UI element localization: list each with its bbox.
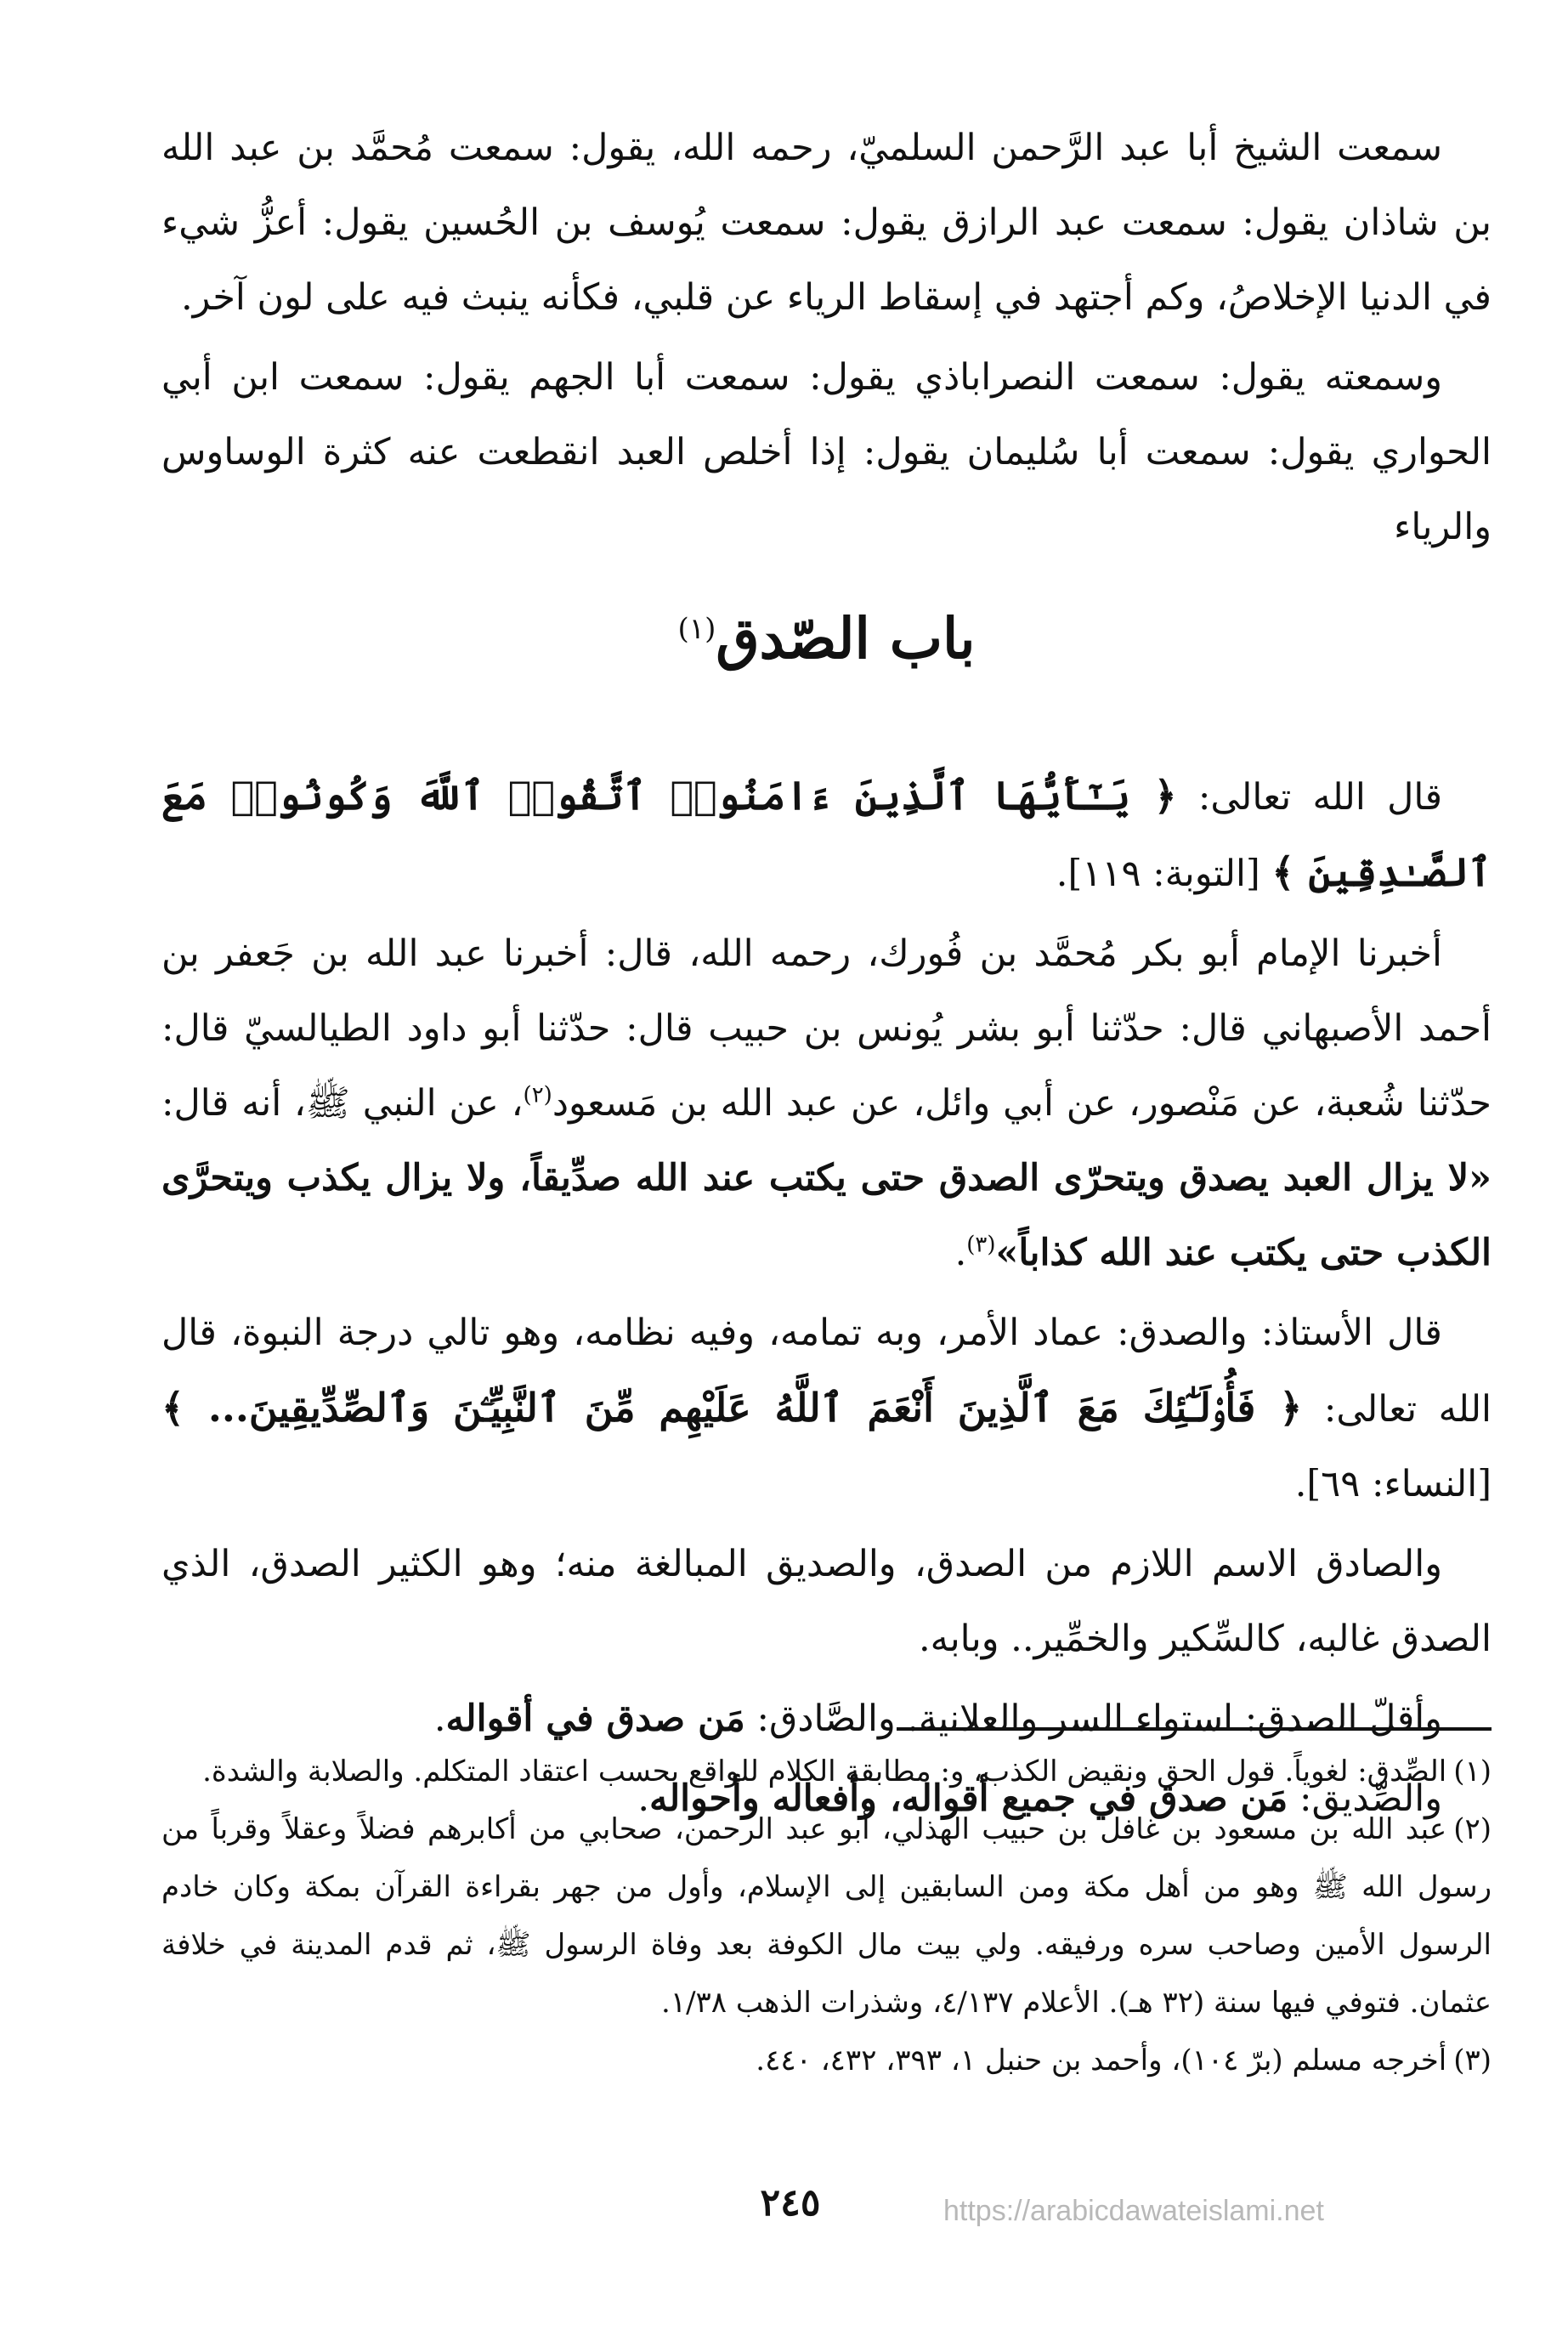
p8-end: . (637, 1777, 650, 1820)
main-text (161, 111, 1492, 1841)
page-number: ٢٤٥ (760, 2181, 821, 2225)
paragraph-5 (161, 1295, 1492, 1522)
p3-post: [التوبة: ١١٩]. (1056, 853, 1272, 895)
footnote-text: الصِّدق: لغوياً. قول الحق ونقيض الكذب، و: مطابقة الكلام للواقع بحسب اعتقاد المتكلم. والصلابة والشدة. (202, 1754, 1447, 1788)
p4-end: . (954, 1232, 967, 1274)
footnote-text: أخرجه مسلم (برّ ١٠٤)، وأحمد بن حنبل ١، ٣٩٣، ٤٣٢، ٤٤٠. (756, 2043, 1447, 2077)
hadith-text: «لا يزال العبد يصدق ويتحرّى الصدق حتى يكتب عند الله صدِّيقاً، ولا يزال يكذب ويتحرَّى الكذب حتى يكتب عند الله كذاباً» (161, 1157, 1492, 1274)
paragraph-4 (161, 916, 1492, 1290)
footnote-ref-2: (٢) (523, 1082, 552, 1108)
heading-footnote-ref: (١) (677, 612, 716, 646)
footnote-number: (٣) (1453, 2043, 1492, 2077)
footnotes (161, 1743, 1492, 2089)
footnote-number: (١) (1453, 1754, 1492, 1788)
chapter-heading (161, 600, 1492, 677)
footnote-number: (٢) (1453, 1812, 1492, 1846)
paragraph-1: سمعت الشيخ أبا عبد الرَّحمن السلميّ، رحمه الله، يقول: سمعت مُحمَّد بن عبد الله بن شاذان يقول: سمعت عبد الرازق يقول: سمعت يُوسف بن الحُسين يقول: أعزُّ شيء في الدنيا الإخلاصُ، وكم أجتهد في إسقاط الرياء عن قلبي، فكأنه ينبث فيه على لون آخر. (161, 127, 1492, 319)
p3-pre: قال الله تعالى: (1176, 776, 1442, 819)
p4-text: أخبرنا الإمام أبو بكر مُحمَّد بن فُورك، رحمه الله، قال: أخبرنا عبد الله بن جَعفر بن أحمد الأصبهاني قال: حدّثنا أبو بشر يُونس بن حبيب قال: حدّثنا أبو داود الطيالسيّ قال: حدّثنا شُعبة، عن مَنْصور، عن أبي وائل، عن عبد الله بن مَسعود (161, 932, 1492, 1125)
footnote-divider (897, 1727, 1492, 1731)
footnote-1 (161, 1743, 1492, 1800)
p4-text-b: ، عن النبي ﷺ، أنه قال: (161, 1082, 524, 1125)
footnote-2 (161, 1800, 1492, 2032)
heading-text: باب الصّدق (716, 605, 976, 672)
quran-verse-1: ﴿ يَـٰٓأَيُّهَا ٱلَّذِينَ ءَامَنُوا۟ ٱتَّقُوا۟ ٱللَّهَ وَكُونُوا۟ مَعَ ٱلصَّـٰدِقِينَ ﴾ (161, 773, 1492, 895)
quran-verse-2: ﴿ فَأُو۟لَـٰٓئِكَ مَعَ ٱلَّذِينَ أَنْعَمَ ٱللَّهُ عَلَيْهِم مِّنَ ٱلنَّبِيِّـۧنَ وَٱلصِّدِّيقِينَ... ﴾ (161, 1385, 1303, 1431)
p8-pre: والصِّديق: (1288, 1777, 1442, 1820)
p8-bold: مَن صدق في جميع أقواله، وأفعاله وأحواله (649, 1777, 1288, 1820)
footnote-ref-3: (٣) (966, 1232, 996, 1258)
p7-pre: وأقلّ الصدق: استواء السر والعلانية. والصَّادق: (744, 1698, 1442, 1740)
paragraph-2: وسمعته يقول: سمعت النصراباذي يقول: سمعت أبا الجهم يقول: سمعت ابن أبي الحواري يقول: سمعت أبا سُليمان يقول: إذا أخلص العبد انقطعت عنه كثرة الوساوس والرياء (161, 356, 1492, 548)
p5-pre: قال الأستاذ: والصدق: عماد الأمر، وبه تمامه، وفيه نظامه، وهو تالي درجة النبوة، قال الله تعالى: (161, 1312, 1492, 1431)
footnote-text: عبد الله بن مسعود بن غافل بن حبيب الهذلي، أبو عبد الرحمن، صحابي من أكابرهم فضلاً وعقلاً وقرباً من رسول الله ﷺ وهو من أهل مكة ومن السابقين إلى الإسلام، وأول من جهر بقراءة القرآن بمكة وكان خادم الرسول الأمين وصاحب سره ورفيقه. ولي بيت مال الكوفة بعد وفاة الرسول ﷺ، ثم قدم المدينة في خلافة عثمان. فتوفي فيها سنة (٣٢ هـ). الأعلام ٤/١٣٧، وشذرات الذهب ١/٣٨. (161, 1812, 1492, 2020)
paragraph-3 (161, 758, 1492, 911)
p7-end: . (433, 1698, 446, 1740)
p7-bold: مَن صدق في أقواله (445, 1698, 745, 1740)
footnote-3 (161, 2032, 1492, 2089)
watermark-url: https://arabicdawateislami.net (943, 2195, 1324, 2227)
paragraph-6: والصادق الاسم اللازم من الصدق، والصديق المبالغة منه؛ وهو الكثير الصدق، الذي الصدق غالبه، كالسِّكير والخمِّير.. وبابه. (161, 1543, 1492, 1660)
p5-post: [النساء: ٦٩]. (1294, 1463, 1492, 1505)
